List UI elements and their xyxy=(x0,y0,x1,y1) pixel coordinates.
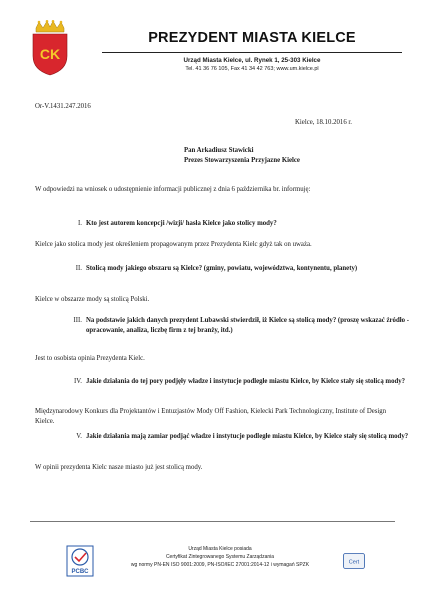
question-5 xyxy=(76,432,416,442)
footer-line-3: wg normy PN-EN ISO 9001:2009, PN-ISO/IEC 27001:2014-12 i wymagań SPZK xyxy=(130,562,310,568)
question-number: III. xyxy=(73,317,82,324)
certification-badge-label: Cert xyxy=(348,559,360,566)
footer-divider xyxy=(30,521,395,522)
question-4 xyxy=(74,377,416,387)
letterhead-divider xyxy=(102,52,402,53)
question-text: Kto jest autorem koncepcji /wizji/ hasła Kielce jako stolicy mody? xyxy=(86,220,277,227)
question-number: II. xyxy=(75,265,82,272)
answer-2: Kielce w obszarze mody są stolicą Polski. xyxy=(35,296,150,303)
question-2 xyxy=(75,264,416,274)
certification-badge-icon xyxy=(343,553,365,569)
question-number: I. xyxy=(78,220,82,227)
footer-line-2: Certyfikat Zintegrowanego Systemu Zarządzania xyxy=(165,554,275,560)
question-text: Jakie działania mają zamiar podjąć władze i instytucje podległe miastu Kielce, by Kielce stały się stolicą mody? xyxy=(86,433,409,440)
question-number: V. xyxy=(76,433,82,440)
question-1 xyxy=(78,219,416,229)
question-text: Na podstawie jakich danych prezydent Lubawski stwierdził, iż Kielce są stolicą mody? xyxy=(86,317,337,324)
answer-3: Jest to osobista opinia Prezydenta Kielc. xyxy=(35,355,145,362)
letter-date: Kielce, 18.10.2016 r. xyxy=(295,119,353,126)
reference-number: Or-V.1431.247.2016 xyxy=(35,103,91,110)
question-detail: (proszę wskazać źródło - opracowanie, analiza, liczbę firm z tej branży, itd.) xyxy=(86,317,409,334)
question-text: Stolicą mody jakiego obszaru są Kielce? xyxy=(86,265,203,272)
question-detail: (gminy, powiatu, województwa, kontynentu, planety) xyxy=(202,265,358,272)
answer-1: Kielce jako stolica mody jest określeniem propagowanym przez Prezydenta Kielc gdyż tak on uważa. xyxy=(35,241,312,248)
recipient-position: Prezes Stowarzyszenia Przyjazne Kielce xyxy=(184,157,300,164)
recipient-name: Pan Arkadiusz Stawicki xyxy=(184,147,254,154)
letterhead-contact: Tel. 41 36 76 105, Fax 41 34 42 763; www.um.kielce.pl xyxy=(185,66,319,72)
pcbc-label: PCBC xyxy=(71,569,89,575)
letterhead-title: PREZYDENT MIASTA KIELCE xyxy=(148,30,356,46)
pcbc-certificate-icon xyxy=(66,545,94,577)
footer-line-1: Urząd Miasta Kielce posiada xyxy=(188,546,252,552)
intro-paragraph: W odpowiedzi na wniosek o udostępnienie informacji publicznej z dnia 6 października br. informuję: xyxy=(35,186,311,193)
question-number: IV. xyxy=(74,378,82,385)
question-text: Jakie działania do tej pory podjęły władze i instytucje podległe miastu Kielce, by Kielce stały się stolicą mody? xyxy=(86,378,406,385)
answer-4: Międzynarodowy Konkurs dla Projektantów i Entuzjastów Mody Off Fashion, Kielecki Park Technologiczny, Institute of Design Kielce. xyxy=(35,408,387,425)
city-crest-icon xyxy=(30,20,70,76)
answer-5: W opinii prezydenta Kielc nasze miasto już jest stolicą mody. xyxy=(35,464,203,471)
letterhead-address: Urząd Miasta Kielce, ul. Rynek 1, 25-303 Kielce xyxy=(183,57,321,64)
crest-letters: CK xyxy=(39,46,61,62)
question-3 xyxy=(73,316,416,336)
